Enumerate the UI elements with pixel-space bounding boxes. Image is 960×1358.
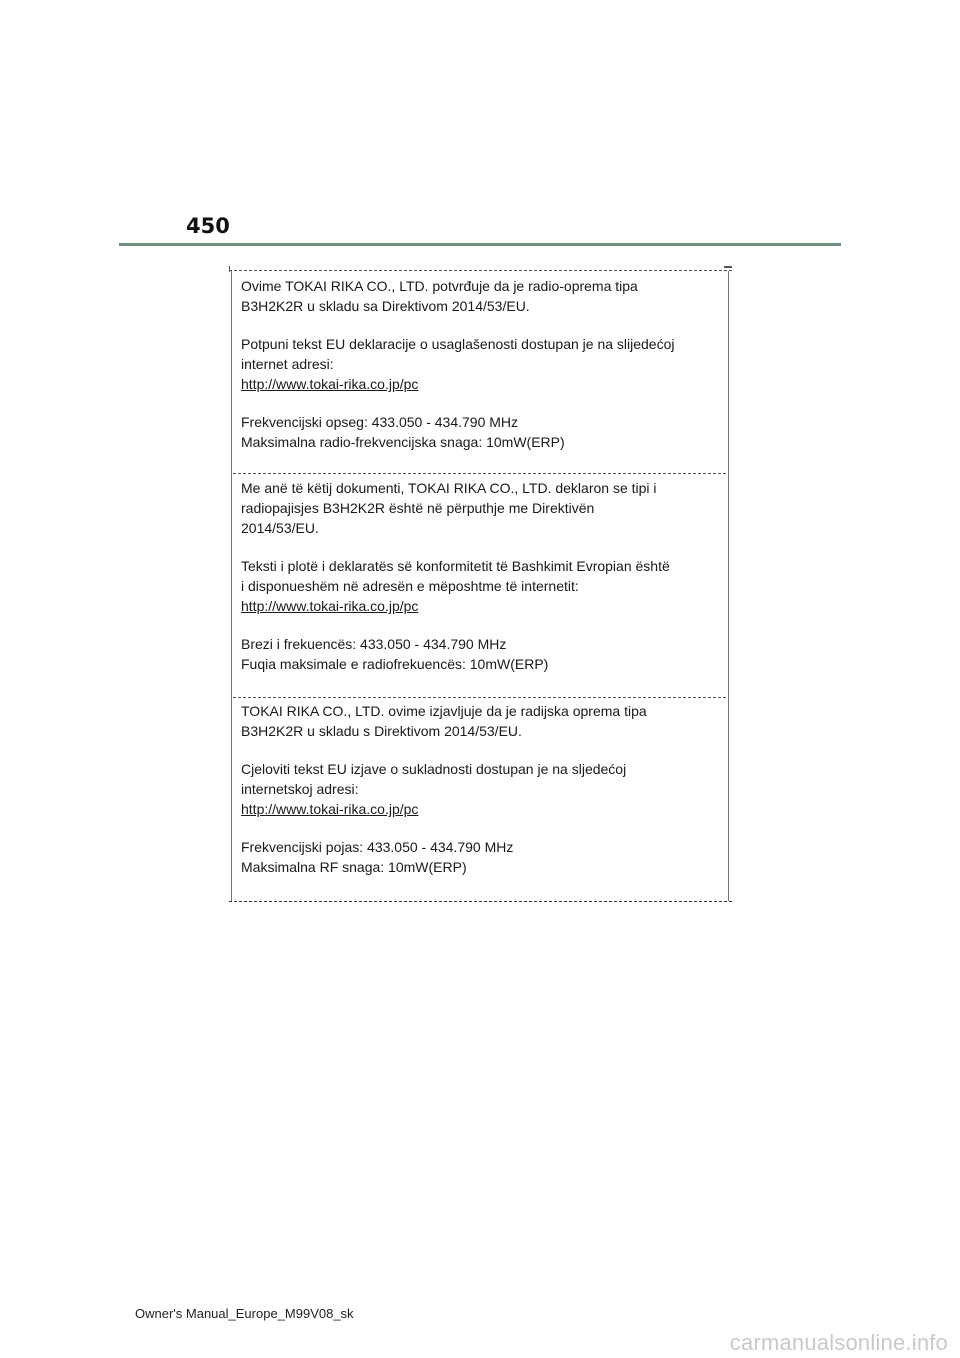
- declaration-albanian: [241, 478, 711, 674]
- footer-text: Owner's Manual_Europe_M99V08_sk: [135, 1306, 354, 1321]
- text-line: Frekvencijski opseg: 433.050 - 434.790 MHz: [241, 414, 519, 430]
- box-bottom-border: [229, 901, 732, 902]
- text-line: Maksimalna radio-frekvencijska snaga: 10mW(ERP): [241, 434, 565, 450]
- text-line: Cjeloviti tekst EU izjave o sukladnosti dostupan je na sljedećoj: [241, 761, 627, 777]
- text-line: TOKAI RIKA CO., LTD. ovime izjavljuje da je radijska oprema tipa: [241, 703, 647, 719]
- page-number: 450: [186, 214, 230, 238]
- box-top-border: [229, 270, 732, 271]
- text-line: Potpuni tekst EU deklaracije o usaglašenosti dostupan je na slijedećoj: [241, 336, 675, 352]
- text-line: B3H2K2R u skladu sa Direktivom 2014/53/EU.: [241, 298, 530, 314]
- text-line: Ovime TOKAI RIKA CO., LTD. potvrđuje da je radio-oprema tipa: [241, 278, 638, 294]
- text-line: Fuqia maksimale e radiofrekuencës: 10mW(ERP): [241, 656, 549, 672]
- text-line: Maksimalna RF snaga: 10mW(ERP): [241, 859, 467, 875]
- text-line: Brezi i frekuencës: 433.050 - 434.790 MHz: [241, 636, 507, 652]
- text-line: B3H2K2R u skladu s Direktivom 2014/53/EU.: [241, 723, 522, 739]
- watermark[interactable]: carmanualsonline.info: [729, 1330, 948, 1355]
- text-line: internet adresi:: [241, 356, 334, 372]
- declaration-croatian: [241, 701, 711, 877]
- declaration-url[interactable]: http://www.tokai-rika.co.jp/pc: [241, 598, 419, 614]
- text-line: Teksti i plotë i deklaratës së konformitetit të Bashkimit Evropian është: [241, 558, 670, 574]
- text-line: i disponueshëm në adresën e mëposhtme të internetit:: [241, 578, 579, 594]
- text-line: 2014/53/EU.: [241, 520, 319, 536]
- corner-mark: [229, 266, 230, 272]
- declaration-bosnian: [241, 276, 711, 452]
- text-line: Frekvencijski pojas: 433.050 - 434.790 MHz: [241, 839, 514, 855]
- corner-mark: [724, 266, 732, 268]
- text-line: radiopajisjes B3H2K2R është në përputhje me Direktivën: [241, 500, 595, 516]
- text-line: Me anë të këtij dokumenti, TOKAI RIKA CO., LTD. deklaron se tipi i: [241, 480, 657, 496]
- section-divider: [233, 473, 726, 474]
- declaration-url[interactable]: http://www.tokai-rika.co.jp/pc: [241, 801, 419, 817]
- declaration-url[interactable]: http://www.tokai-rika.co.jp/pc: [241, 376, 419, 392]
- section-divider: [233, 697, 726, 698]
- header-rule: [119, 243, 841, 246]
- text-line: internetskoj adresi:: [241, 781, 359, 797]
